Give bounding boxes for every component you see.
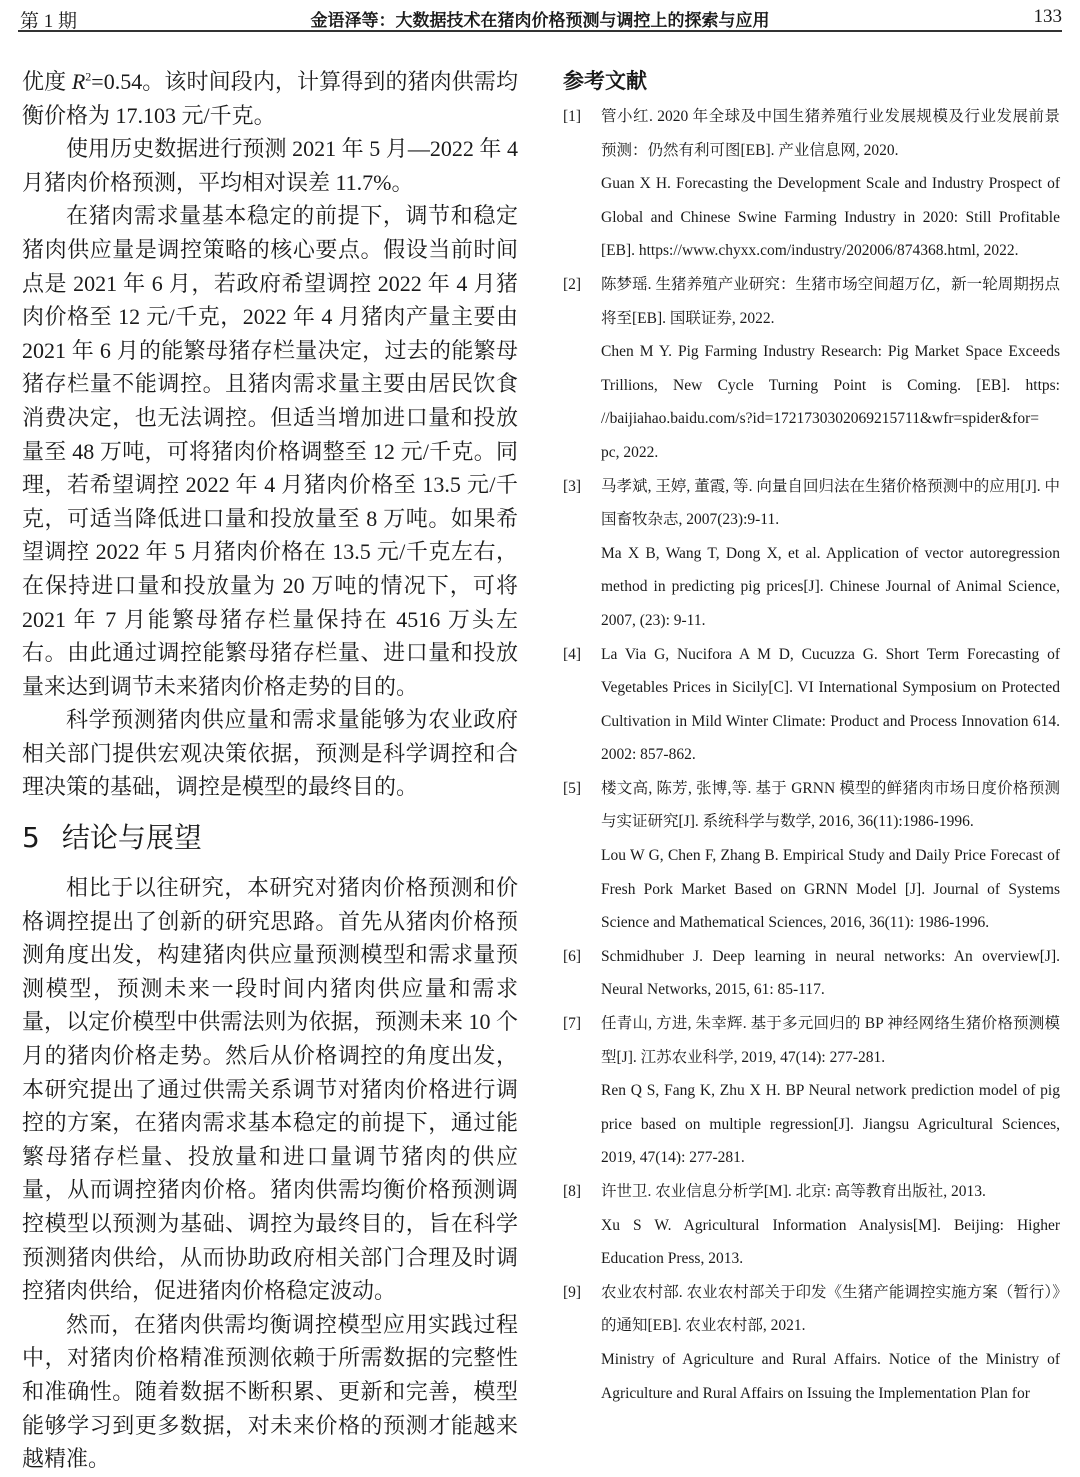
reference-text: 陈梦瑶. 生猪养殖产业研究：生猪市场空间超万亿，新一轮周期拐点将至[EB]. 国联证券, 2022. bbox=[601, 275, 1060, 327]
reference-text: 任青山, 方进, 朱幸辉. 基于多元回归的 BP 神经网络生猪价格预测模型[J]. 江苏农业科学, 2019, 47(14): 277-281. bbox=[601, 1015, 1060, 1066]
reference-text: 管小红. 2020 年全球及中国生猪养殖行业发展规模及行业发展前景预测：仍然有利可图[EB]. 产业信息网, 2020. bbox=[601, 108, 1060, 159]
reference-text: La Via G, Nucifora A M D, Cucuzza G. Short Term Forecasting of Vegetables Prices in Sicily[C]. VI International Symposium on Protected Cultivation in Mild Winter Climate: Product and Process Innovation 614. 2002: 857-862. bbox=[601, 645, 1060, 764]
reference-text: 许世卫. 农业信息分析学[M]. 北京: 高等教育出版社, 2013. bbox=[601, 1183, 986, 1200]
reference-text: 楼文高, 陈芳, 张博,等. 基于 GRNN 模型的鲜猪肉市场日度价格预测与实证研究[J]. 系统科学与数学, 2016, 36(11):1986-1996. bbox=[601, 779, 1060, 831]
references-title: 参考文献 bbox=[563, 69, 647, 93]
reference-text: Lou W G, Chen F, Zhang B. Empirical Study and Daily Price Forecast of Fresh Pork Market Based on GRNN Model [J]. Journal of Systems Science and Mathematical Sciences, 2016, 36(11): 1986-1996. bbox=[601, 847, 1060, 932]
reference-number: [6] bbox=[563, 947, 582, 965]
reference-item bbox=[563, 940, 1060, 1007]
paragraph: 在猪肉需求量基本稳定的前提下，调节和稳定猪肉供应量是调控策略的核心要点。假设当前时间点是 2021 年 6 月，若政府希望调控 2022 年 4 月猪肉价格至 12 元/千克，2022 年 4 月猪肉产量主要由 2021 年 6 月的能繁母猪存栏量决定，过去的能繁母猪存栏量不能调控。且猪肉需求量主要由居民饮食消费决定，也无法调控。但适当增加进口量和投放量至 48 万吨，可将猪肉价格调整至 12 元/千克。同理，若希望调控 2022 年 4 月猪肉价格至 13.5 元/千克，可适当降低进口量和投放量至 8 万吨。如果希望调控 2022 年 5 月猪肉价格在 13.5 元/千克左右，在保持进口量和投放量为 20 万吨的情况下，可将 2021 年 7 月能繁母猪存栏量保持在 4516 万头左右。由此通过调控能繁母猪存栏量、进口量和投放量来达到调节未来猪肉价格走势的目的。 bbox=[22, 203, 518, 699]
reference-text: Ren Q S, Fang K, Zhu X H. BP Neural network prediction model of pig price based on multiple regression[J]. Jiangsu Agricultural Sciences, 2019, 47(14): 277-281. bbox=[601, 1082, 1060, 1167]
reference-list bbox=[563, 100, 1060, 1410]
superscript: 2 bbox=[85, 69, 92, 84]
reference-number: [2] bbox=[563, 275, 582, 293]
reference-number: [9] bbox=[563, 1283, 582, 1301]
reference-item bbox=[563, 1007, 1060, 1175]
reference-item bbox=[563, 470, 1060, 638]
reference-number: [1] bbox=[563, 108, 582, 125]
paragraph: 然而，在猪肉供需均衡调控模型应用实践过程中，对猪肉价格精准预测依赖于所需数据的完整性和准确性。随着数据不断积累、更新和完善，模型能够学习到更多数据，对未来价格的预测才能越来越精准。 bbox=[22, 1311, 518, 1472]
section-title: 结论与展望 bbox=[61, 821, 202, 855]
text: =0.54。该时间段内，计算得到的猪肉供需均衡价格为 17.103 元/千克。 bbox=[22, 69, 518, 128]
reference-number: [4] bbox=[563, 645, 582, 663]
reference-item bbox=[563, 100, 1060, 268]
page-number: 133 bbox=[1033, 6, 1062, 27]
left-column bbox=[22, 65, 518, 1476]
reference-text: Xu S W. Agricultural Information Analysis[M]. Beijing: Higher Education Press, 2013. bbox=[601, 1216, 1060, 1268]
reference-number: [3] bbox=[563, 477, 582, 495]
paragraph bbox=[22, 65, 518, 132]
reference-item bbox=[563, 268, 1060, 470]
reference-number: [8] bbox=[563, 1183, 582, 1200]
reference-text: Chen M Y. Pig Farming Industry Research: Pig Market Space Exceeds Trillions, New Cycle Turning Point is Coming. [EB]. https: //baijiahao.baidu.com/s?id=1721730302069215711&wfr=spider&for= pc, 2022. bbox=[601, 343, 1060, 461]
reference-text: Schmidhuber J. Deep learning in neural networks: An overview[J]. Neural Networks, 2015, 61: 85-117. bbox=[601, 947, 1060, 999]
running-title: 金语泽等：大数据技术在猪肉价格预测与调控上的探索与应用 bbox=[310, 11, 770, 31]
paragraph: 相比于以往研究，本研究对猪肉价格预测和价格调控提出了创新的研究思路。首先从猪肉价格预测角度出发，构建猪肉供应量预测模型和需求量预测模型，预测未来一段时间内猪肉供应量和需求量，以定价模型中供需法则为依据，预测未来 10 个月的猪肉价格走势。然后从价格调控的角度出发，本研究提出了通过供需关系调节对猪肉价格进行调控的方案，在猪肉需求基本稳定的前提下，通过能繁母猪存栏量、投放量和进口量调节猪肉的供应量，从而调控猪肉价格。猪肉供需均衡价格预测调控模型以预测为基础、调控为最终目的，旨在科学预测猪肉供给，从而协助政府相关部门合理及时调控猪肉供给，促进猪肉价格稳定波动。 bbox=[22, 875, 518, 1304]
text: 优度 bbox=[22, 69, 72, 94]
reference-number: [7] bbox=[563, 1015, 582, 1033]
reference-text: Ma X B, Wang T, Dong X, et al. Application of vector autoregression method in predicting pig prices[J]. Chinese Journal of Animal Science, 2007, (23): 9-11. bbox=[601, 544, 1060, 629]
paragraph: 使用历史数据进行预测 2021 年 5 月—2022 年 4 月猪肉价格预测，平均相对误差 11.7%。 bbox=[22, 136, 518, 195]
issue-label: 第 1 期 bbox=[20, 11, 78, 32]
reference-item bbox=[563, 638, 1060, 772]
reference-item bbox=[563, 772, 1060, 940]
section-heading bbox=[22, 821, 518, 855]
paragraph: 科学预测猪肉供应量和需求量能够为农业政府相关部门提供宏观决策依据，预测是科学调控和合理决策的基础，调控是模型的最终目的。 bbox=[22, 707, 518, 800]
reference-item bbox=[563, 1175, 1060, 1276]
page-header bbox=[18, 4, 1062, 32]
section-number: 5 bbox=[22, 821, 40, 855]
reference-text: 农业农村部. 农业农村部关于印发《生猪产能调控实施方案（暂行）》的通知[EB]. 农业农村部, 2021. bbox=[601, 1283, 1060, 1335]
reference-text: 马孝斌, 王婷, 董霞, 等. 向量自回归法在生猪价格预测中的应用[J]. 中国畜牧杂志, 2007(23):9-11. bbox=[601, 477, 1060, 529]
reference-number: [5] bbox=[563, 779, 582, 797]
variable-r: R bbox=[71, 69, 86, 94]
reference-text: Ministry of Agriculture and Rural Affairs. Notice of the Ministry of Agriculture and Rural Affairs on Issuing the Implementation Plan for bbox=[601, 1350, 1060, 1402]
references-column bbox=[563, 64, 1060, 1410]
reference-item bbox=[563, 1276, 1060, 1410]
reference-text: Guan X H. Forecasting the Development Scale and Industry Prospect of Global and Chinese Swine Farming Industry in 2020: Still Profitable [EB]. https://www.chyxx.com/industry/202006/874368.html, 2022. bbox=[601, 175, 1060, 260]
